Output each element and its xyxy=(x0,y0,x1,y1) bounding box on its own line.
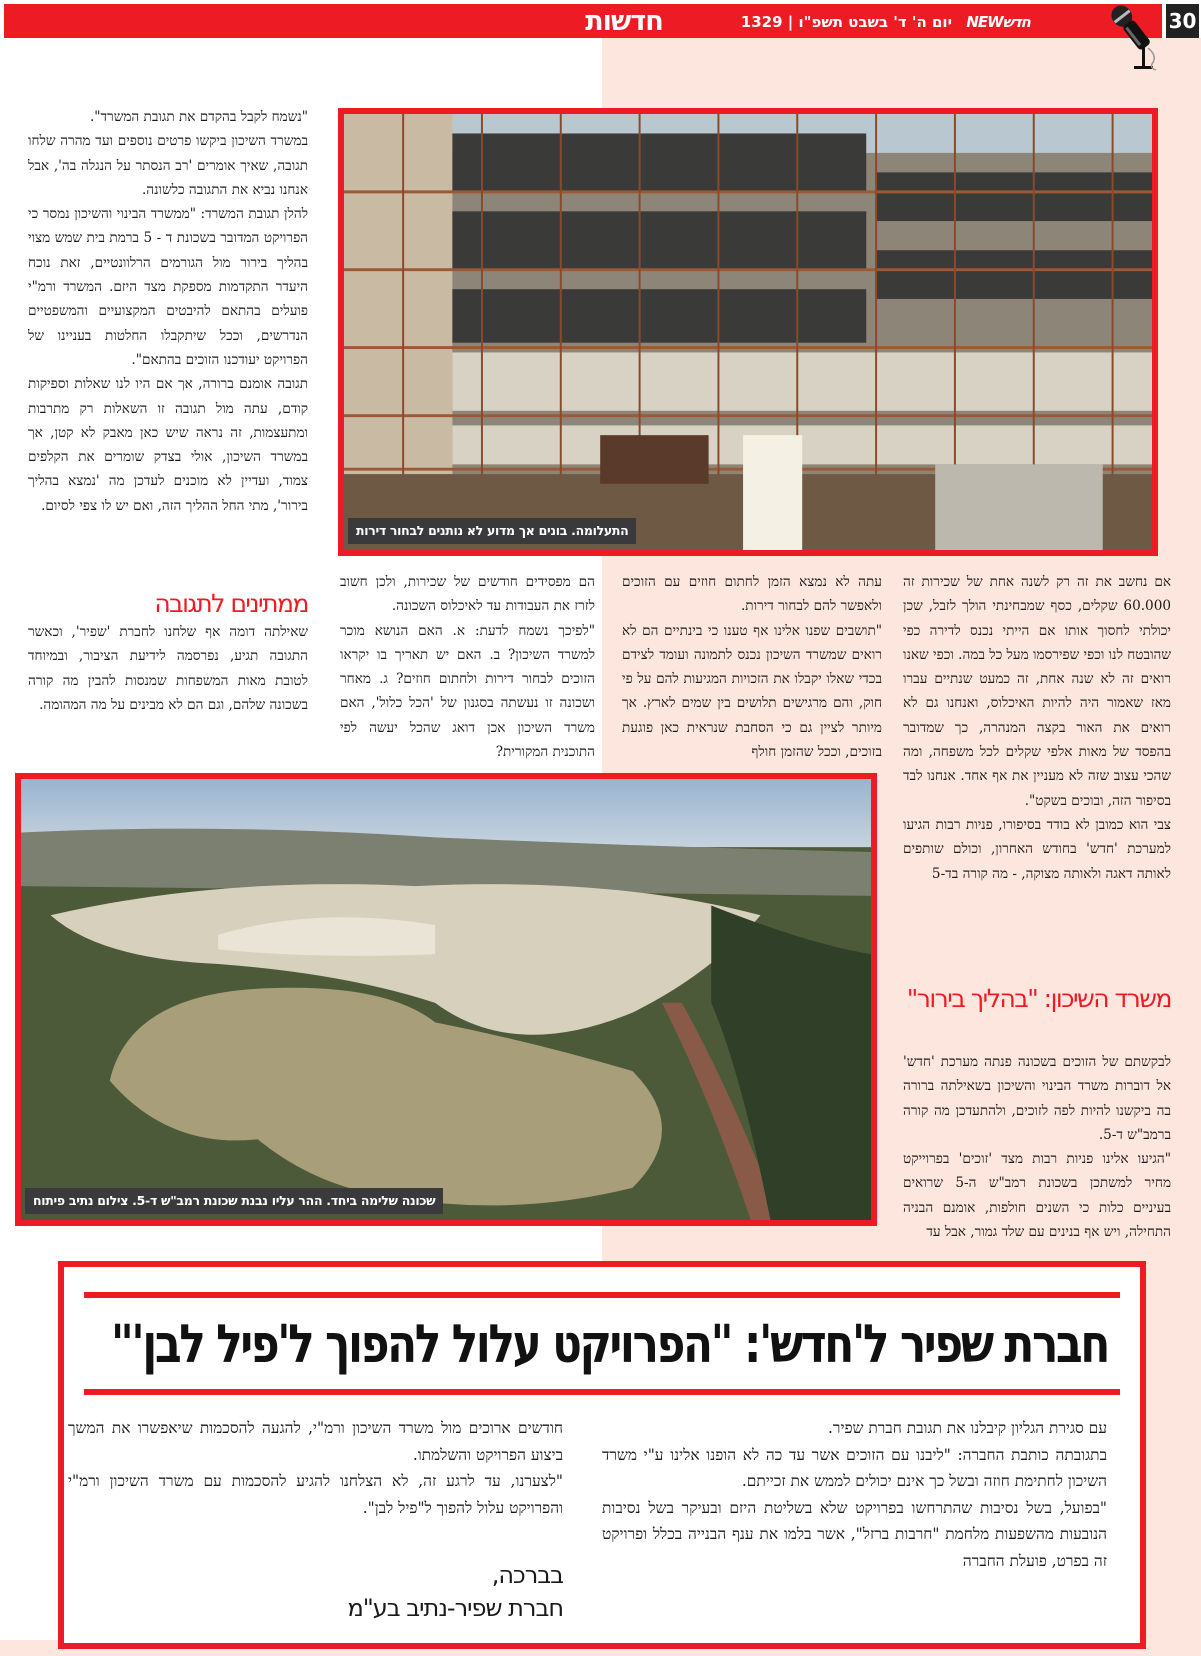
issue-separator: | xyxy=(787,13,794,31)
paragraph: "לצערנו, עד לרגע זה, לא הצלחנו להגיע להסכמות עם משרד השיכון ורמ"י והפרויקט עלול להפוך ל"פיל לבן". xyxy=(68,1472,563,1517)
issue-info xyxy=(741,12,952,32)
paragraph: להלן תגובת המשרד: "ממשרד הבינוי והשיכון נמסר כי הפרויקט המדובר בשכונת ד - 5 ברמת בית שמש מצוי בהליך בירור מול הגורמים הרלוונטיים, זאת נוכח היעדר התקדמות מספקת מצד היזם. המשרד ורמ"י פועלים בהתאם להיבטים המקצועיים והמשפטיים הנדרשים, וככל שיתקבלו החלטות בעניינו של הפרויקט יעודכנו הזוכים בהתאם". xyxy=(28,206,309,368)
issue-date: יום ה' ד' בשבט תשפ"ו xyxy=(798,13,952,31)
paragraph: שאילתה דומה אף שלחנו לחברת 'שפיר', וכאשר התגובה תגיע, נפרסמה לידיעת הציבור, ובמיוחד לטובת מאות המשפחות שמנסות להבין מה קורה בשכונה שלהם, וגם הם לא מבינים על מה המהומה. xyxy=(28,624,308,713)
paragraph: "הגיעו אלינו פניות רבות מצד 'זוכים' בפרוייקט מחיר למשתכן בשכונת רמב"ש ה-5 שרואים בעיניים כלות כי השנים חולפות, אומנם הבניה התחילה, ויש אף בנינים עם שלד גמור, אבל עד xyxy=(903,1151,1172,1241)
paragraph: במשרד השיכון ביקשו פרטים נוספים ועד מהרה שלחו תגובה, שאיך אומרים 'רב הנסתר על הנגלה בה', אבל אנחנו נביא את התגובה כלשונה. xyxy=(28,133,308,198)
header-bar xyxy=(4,4,1162,38)
paragraph: "תושבים שפנו אלינו אף טענו כי בינתיים הם לא רואים שמשרד השיכון נכנס לתמונה ועומד לצידם בכדי שאלו יקבלו את הזכויות המגיעות להם על פי חוק, והם מרגישים תלושים בין שמים לארץ. אך מיותר לציין גם כי הסחבת שנראית כאן פוגעת בזוכים, וככל שהזמן חולף xyxy=(622,622,882,761)
paragraph: לבקשתם של הזוכים בשכונה פנתה מערכת 'חדש' אל דוברות משרד הבינוי והשיכון בשאילתה ברורה בה ביקשנו להיות לפה לזוכים, ולהתעדכן מה קורה ברמב"ש ד-5. xyxy=(903,1054,1171,1143)
red-rule xyxy=(84,1389,1120,1395)
paragraph: תגובה אומנם ברורה, אך אם היו לנו שאלות וספיקות קודם, עתה מול תגובה זו השאלות רק מתרבות ומתעצמות, זה נראה שיש כאן מאבק לא קטן, אך במשרד השיכון, אולי בצדק שומרים את הקלפים צמוד, ועדיין לא מוכנים לעדכן מה 'נמצא בהליך בירור', מתי החל ההליך הזה, ואם יש לו צפי לסיום. xyxy=(28,376,308,514)
statement-signoff xyxy=(68,1559,563,1625)
page-number: 30 xyxy=(1166,4,1199,38)
aerial-neighborhood-image xyxy=(21,779,871,1220)
section-title: חדשות xyxy=(585,6,663,37)
paragraph: הם מפסידים חודשים של שכירות, ולכן חשוב לזרז את העבודות עד לאיכלוס השכונה. xyxy=(340,574,595,615)
paragraph: עתה לא נמצא הזמן לחתום חוזים עם הזוכים ולאפשר להם לבחור דירות. xyxy=(622,574,882,615)
photo-caption: שכונה שלימה ביחד. ההר עליו נבנת שכונת רמב"ש ד-5. צילום נתיב פיתוח xyxy=(25,1188,443,1214)
statement-column-right xyxy=(602,1415,1107,1574)
issue-number: 1329 xyxy=(740,13,783,31)
paragraph: בתגובתה כותבת החברה: "ליבנו עם הזוכים אשר עד כה לא הופנו אלינו ע"י משרד השיכון לחתימת חוזה ובשל כך אינם יכולים לממש את זכייתם. xyxy=(602,1445,1107,1490)
microphone-icon xyxy=(1106,4,1166,74)
paragraph: חודשים ארוכים מול משרד השיכון ורמ"י, להגעה להסכמות שיאפשרו את המשך ביצוע הפרויקט והשלמתו. xyxy=(68,1419,563,1464)
signoff-greeting: בברכה, xyxy=(491,1561,563,1589)
subhead-awaiting-response: ממתינים לתגובה xyxy=(154,589,308,618)
paragraph: "נשמח לקבל בהקדם את תגובת המשרד". xyxy=(89,109,308,125)
statement-headline: חברת שפיר ל'חדש': "הפרויקט עלול להפוך ל'פיל לבן'" xyxy=(110,1313,1108,1375)
paragraph: עם סגירת הגליון קיבלנו את תגובת חברת שפיר. xyxy=(828,1419,1107,1437)
subhead-housing-ministry: משרד השיכון: "בהליך בירור" xyxy=(906,984,1171,1013)
statement-column-left xyxy=(68,1415,563,1521)
article-column-a-continued xyxy=(28,620,308,717)
paragraph: "לפיכך נשמח לדעת: א. האם הנושא מוכר למשרד השיכון? ב. האם יש תאריך בו יקראו הזוכים לבחור דירות ולחתום חוזים? ג. מאחר ושכונה זו נעשתה בסגנון של 'הכל כלול', האם משרד השיכון אכן דואג שהכל יעשה לפי התוכנית המקורית? xyxy=(340,622,595,761)
publication-logo: חדשNEW xyxy=(966,13,1030,31)
signoff-company: חברת שפיר-נתיב בע"מ xyxy=(347,1594,563,1622)
paragraph: צבי הוא כמובן לא בודד בסיפורו, פניות רבות הגיעו למערכת 'חדש' בחודש האחרון, וכולם שותפים לאותה דאגה ולאותה מצוקה, - מה קורה בד-5 xyxy=(903,816,1171,882)
article-column-d xyxy=(903,570,1171,886)
article-column-e xyxy=(903,1050,1171,1244)
building-scaffolding-image xyxy=(344,114,1152,550)
paragraph: "בפועל, בשל נסיבות שהתרחשו בפרויקט שלא בשליטת היזם ובעיקר בשל נסיבות הנובעות מהשפעות מלחמת "חרבות ברזל", אשר בלמו את ענף הבנייה בכלל ופרויקט זה בפרט, פועלת החברה xyxy=(602,1498,1107,1570)
article-column-b xyxy=(340,570,595,764)
construction-photo xyxy=(338,108,1158,556)
article-column-a xyxy=(28,105,308,518)
company-statement-box xyxy=(58,1261,1146,1649)
photo-caption: התעלומה. בונים אך מדוע לא נותנים לבחור דירות xyxy=(348,518,636,544)
article-column-c xyxy=(622,570,882,764)
aerial-photo xyxy=(15,773,877,1226)
paragraph: אם נחשב את זה רק לשנה אחת של שכירות זה 60.000 שקלים, כסף שמבחינתי הולך לזבל, שכן יכולתי לחסוך אותו אם הייתי נכנס לדירה כפי שהובטח לנו וכפי שפירסמו מעל כל במה. וכפי שאנו רואים זה לא שנה אחת, זה כמעט שנתיים עברו מאז שאמור היה להיות האיכלוס, ואנחנו גם לא רואים את האור בקצה המנהרה, כך שמדובר בהפסד של מאות אלפי שקלים לכל משפחה, ומה שהכי עצוב שזה לא מעניין את אף אחד. אנחנו לבד בסיפור הזה, ובוכים בשקט". xyxy=(903,574,1171,809)
